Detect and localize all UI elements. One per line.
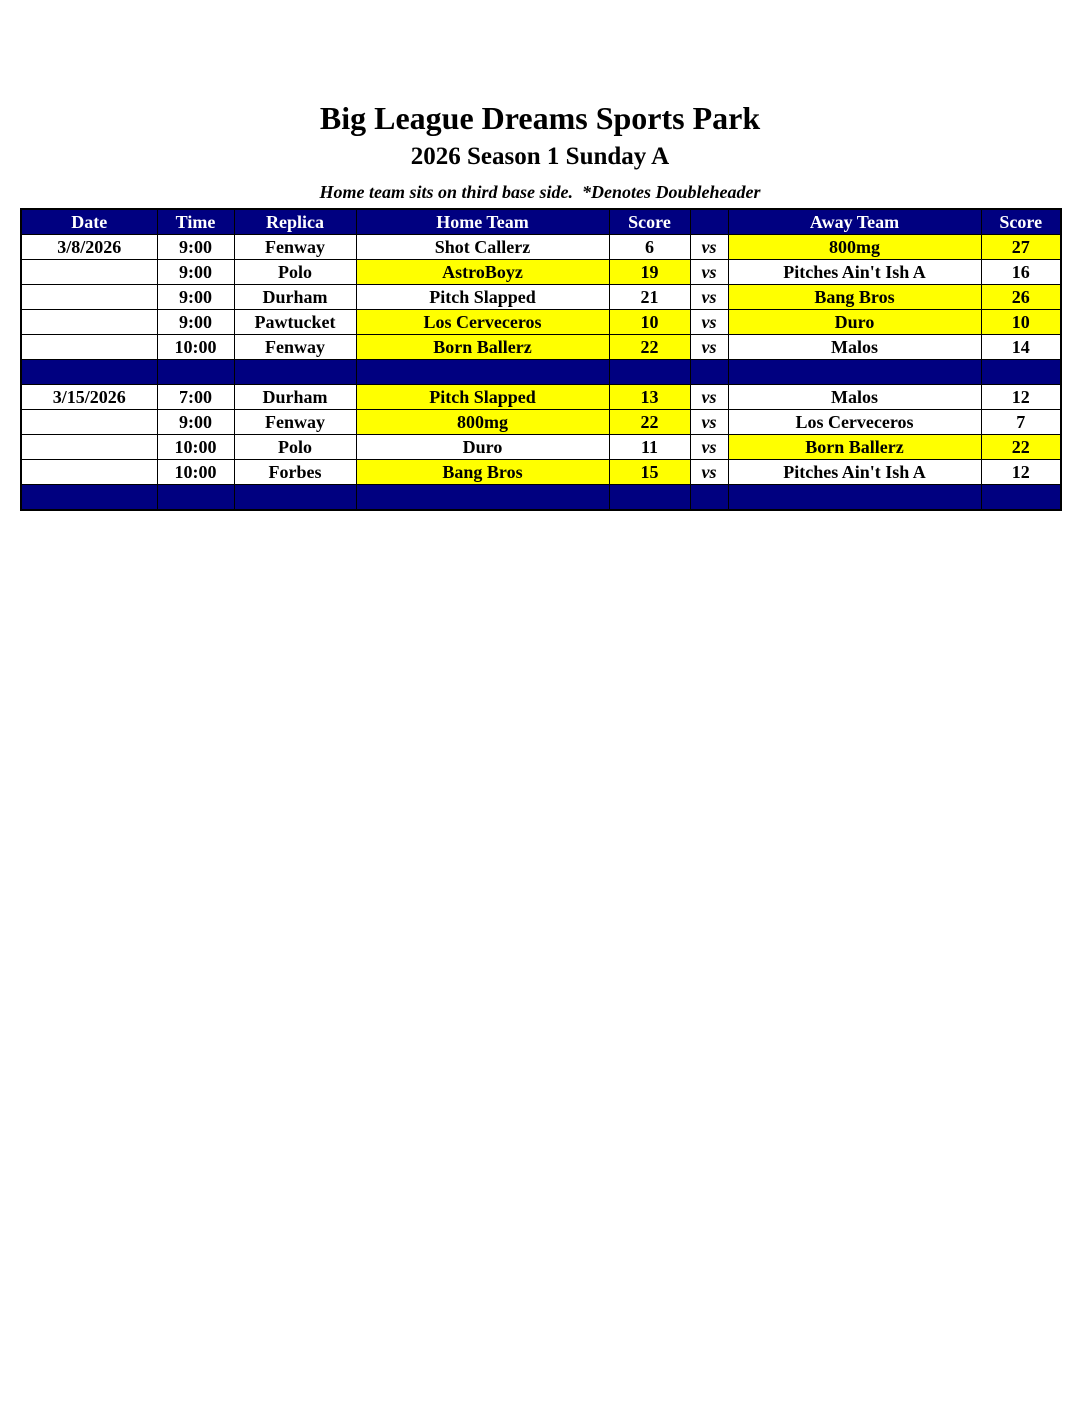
separator-cell [690,485,728,511]
home-score-cell: 19 [609,260,690,285]
home-team-cell: Shot Callerz [356,235,609,260]
header-date: Date [21,209,157,235]
date-cell: 3/8/2026 [21,235,157,260]
home-score-cell: 6 [609,235,690,260]
away-team-cell: 800mg [728,235,981,260]
time-cell: 7:00 [157,385,234,410]
away-score-cell: 12 [981,460,1061,485]
game-row [21,410,1061,435]
time-cell: 10:00 [157,335,234,360]
vs-cell: vs [690,285,728,310]
time-cell: 10:00 [157,460,234,485]
vs-cell: vs [690,335,728,360]
game-row [21,435,1061,460]
date-cell [21,435,157,460]
date-cell [21,260,157,285]
replica-cell: Durham [234,285,356,310]
time-cell: 9:00 [157,410,234,435]
separator-cell [728,485,981,511]
header-vs [690,209,728,235]
home-team-cell: Bang Bros [356,460,609,485]
separator-cell [234,360,356,385]
game-row [21,310,1061,335]
replica-cell: Pawtucket [234,310,356,335]
home-score-cell: 11 [609,435,690,460]
separator-cell [356,485,609,511]
vs-cell: vs [690,410,728,435]
home-score-cell: 10 [609,310,690,335]
time-cell: 9:00 [157,285,234,310]
home-score-cell: 13 [609,385,690,410]
time-cell: 9:00 [157,260,234,285]
game-row [21,460,1061,485]
schedule-body [21,235,1061,511]
game-row [21,385,1061,410]
game-row [21,235,1061,260]
separator-cell [609,360,690,385]
separator-cell [21,485,157,511]
page-title: Big League Dreams Sports Park [319,100,761,136]
replica-cell: Durham [234,385,356,410]
separator-cell [234,485,356,511]
away-team-cell: Pitches Ain't Ish A [728,260,981,285]
header-time: Time [157,209,234,235]
separator-cell [157,485,234,511]
date-cell [21,310,157,335]
vs-cell: vs [690,260,728,285]
separator-row [21,360,1061,385]
game-row [21,335,1061,360]
home-team-cell: Born Ballerz [356,335,609,360]
vs-cell: vs [690,310,728,335]
away-score-cell: 26 [981,285,1061,310]
header-row [21,209,1061,235]
time-cell: 9:00 [157,310,234,335]
vs-cell: vs [690,385,728,410]
vs-cell: vs [690,460,728,485]
away-score-cell: 22 [981,435,1061,460]
replica-cell: Polo [234,435,356,460]
header-away-score: Score [981,209,1061,235]
home-score-cell: 15 [609,460,690,485]
header-away-team: Away Team [728,209,981,235]
home-team-cell: 800mg [356,410,609,435]
away-team-cell: Pitches Ain't Ish A [728,460,981,485]
page-subtitle: 2026 Season 1 Sunday A [410,143,670,170]
home-score-cell: 21 [609,285,690,310]
date-cell [21,460,157,485]
away-score-cell: 12 [981,385,1061,410]
away-team-cell: Malos [728,385,981,410]
separator-cell [609,485,690,511]
replica-cell: Fenway [234,410,356,435]
home-team-cell: AstroBoyz [356,260,609,285]
home-team-cell: Pitch Slapped [356,385,609,410]
header-home-score: Score [609,209,690,235]
date-cell [21,410,157,435]
replica-cell: Polo [234,260,356,285]
away-team-cell: Duro [728,310,981,335]
replica-cell: Forbes [234,460,356,485]
home-score-cell: 22 [609,410,690,435]
time-cell: 9:00 [157,235,234,260]
away-score-cell: 14 [981,335,1061,360]
separator-cell [981,360,1061,385]
home-team-cell: Los Cerveceros [356,310,609,335]
vs-cell: vs [690,435,728,460]
away-score-cell: 7 [981,410,1061,435]
away-score-cell: 10 [981,310,1061,335]
replica-cell: Fenway [234,235,356,260]
separator-cell [157,360,234,385]
vs-cell: vs [690,235,728,260]
home-team-cell: Duro [356,435,609,460]
separator-cell [981,485,1061,511]
separator-row [21,485,1061,511]
header-home-team: Home Team [356,209,609,235]
separator-cell [690,360,728,385]
date-cell: 3/15/2026 [21,385,157,410]
home-team-cell: Pitch Slapped [356,285,609,310]
game-row [21,285,1061,310]
away-team-cell: Born Ballerz [728,435,981,460]
date-cell [21,335,157,360]
away-team-cell: Bang Bros [728,285,981,310]
schedule-note: Home team sits on third base side. *Denotes Doubleheader [319,182,761,202]
replica-cell: Fenway [234,335,356,360]
away-team-cell: Malos [728,335,981,360]
schedule-table [20,208,1062,511]
away-score-cell: 27 [981,235,1061,260]
game-row [21,260,1061,285]
separator-cell [356,360,609,385]
separator-cell [728,360,981,385]
date-cell [21,285,157,310]
away-score-cell: 16 [981,260,1061,285]
away-team-cell: Los Cerveceros [728,410,981,435]
separator-cell [21,360,157,385]
home-score-cell: 22 [609,335,690,360]
header-replica: Replica [234,209,356,235]
time-cell: 10:00 [157,435,234,460]
